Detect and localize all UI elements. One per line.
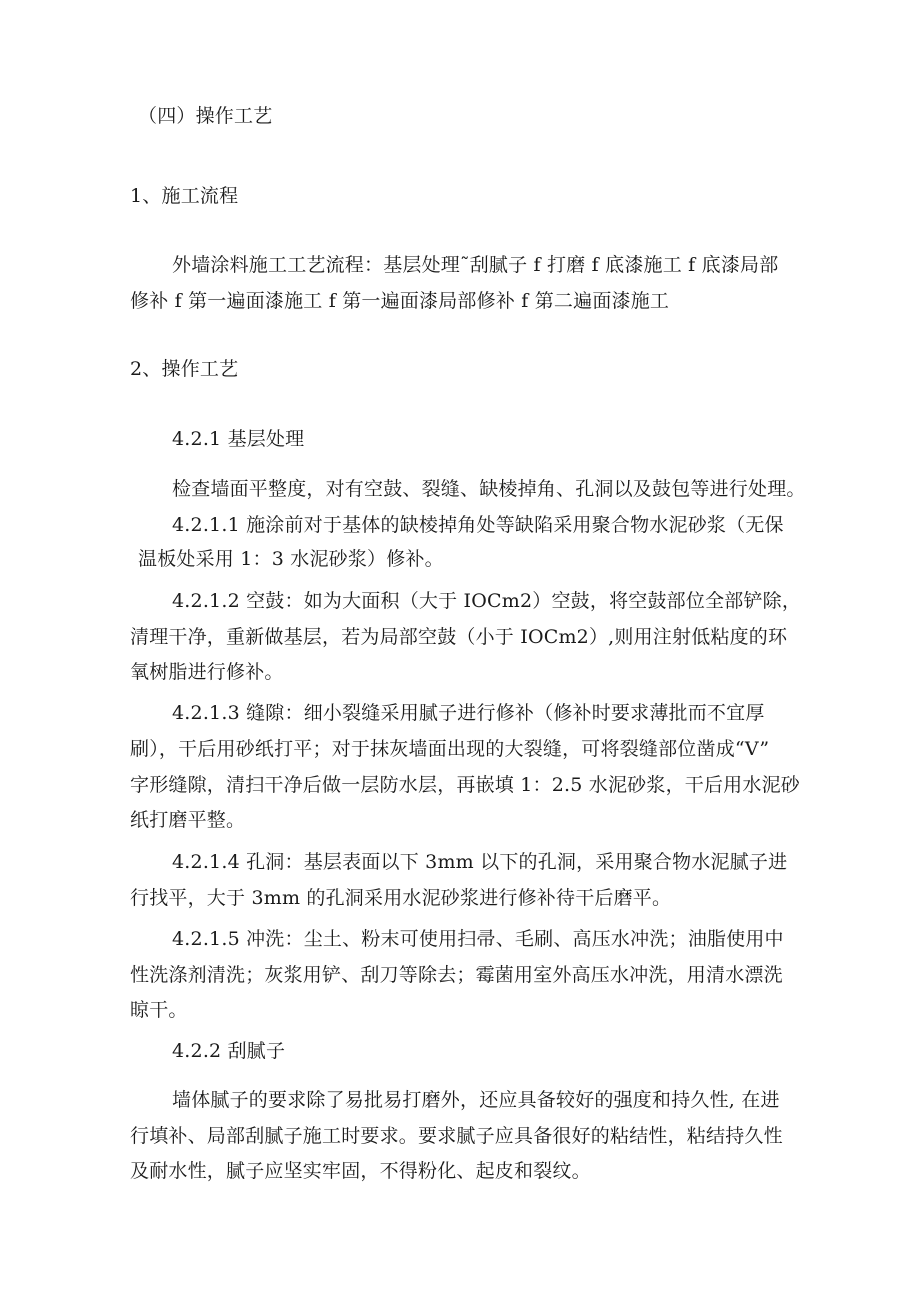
item-4-2-1-3-line1: 4.2.1.3 缝隙：细小裂缝采用腻子进行修补（修补时要求薄批而不宜厚: [172, 702, 765, 724]
paragraph-intro-4-2-1: 检查墙面平整度，对有空鼓、裂缝、缺棱掉角、孔洞以及鼓包等进行处理。: [172, 478, 806, 500]
item-4-2-1-5-line3: 晾干。: [130, 999, 188, 1021]
item-4-2-1-4-line2: 行找平，大于 3mm 的孔洞采用水泥砂浆进行修补待干后磨平。: [130, 887, 672, 909]
item-4-2-1-2-line3: 氧树脂进行修补。: [130, 661, 284, 683]
step1-title: 1、施工流程: [130, 185, 239, 207]
step2-title: 2、操作工艺: [130, 358, 239, 380]
flow-text-line1: 外墙涂料施工工艺流程：基层处理˜刮腻子 f 打磨 f 底漆施工 f 底漆局部: [172, 254, 779, 276]
paragraph-4-2-2-line3: 及耐水性，腻子应坚实牢固，不得粉化、起皮和裂纹。: [130, 1160, 591, 1182]
item-4-2-1-2-line2: 清理干净，重新做基层，若为局部空鼓（小于 IOCm2）,则用注射低粘度的环: [130, 626, 788, 648]
section-heading: （四）操作工艺: [138, 105, 273, 127]
item-4-2-1-1-line1: 4.2.1.1 施涂前对于基体的缺棱掉角处等缺陷采用聚合物水泥砂浆（无保: [172, 514, 784, 536]
item-4-2-1-3-line3: 字形缝隙，清扫干净后做一层防水层，再嵌填 1：2.5 水泥砂浆，干后用水泥砂: [130, 774, 800, 796]
paragraph-4-2-2-line2: 行填补、局部刮腻子施工时要求。要求腻子应具备很好的粘结性，粘结持久性: [130, 1125, 783, 1147]
subsection-title-4-2-2: 4.2.2 刮腻子: [172, 1040, 286, 1062]
item-4-2-1-4-line1: 4.2.1.4 孔洞：基层表面以下 3mm 以下的孔洞，采用聚合物水泥腻子进: [172, 851, 788, 873]
item-4-2-1-3-line2: 刷），干后用砂纸打平；对于抹灰墙面出现的大裂缝，可将裂缝部位凿成“V”: [130, 738, 770, 760]
item-4-2-1-2-line1: 4.2.1.2 空鼓：如为大面积（大于 IOCm2）空鼓，将空鼓部位全部铲除，: [172, 590, 802, 612]
item-4-2-1-3-line4: 纸打磨平整。: [130, 809, 246, 831]
item-4-2-1-5-line2: 性洗涤剂清洗；灰浆用铲、刮刀等除去；霉菌用室外高压水冲洗，用清水漂洗: [130, 964, 783, 986]
subsection-title-4-2-1: 4.2.1 基层处理: [172, 428, 305, 450]
item-4-2-1-5-line1: 4.2.1.5 冲洗：尘土、粉末可使用扫帚、毛刷、高压水冲洗；油脂使用中: [172, 928, 784, 950]
flow-text-line2: 修补 f 第一遍面漆施工 f 第一遍面漆局部修补 f 第二遍面漆施工: [130, 290, 670, 312]
item-4-2-1-1-line2: 温板处采用 1：3 水泥砂浆）修补。: [138, 548, 444, 570]
paragraph-4-2-2-line1: 墙体腻子的要求除了易批易打磨外，还应具备较好的强度和持久性, 在进: [172, 1089, 780, 1111]
